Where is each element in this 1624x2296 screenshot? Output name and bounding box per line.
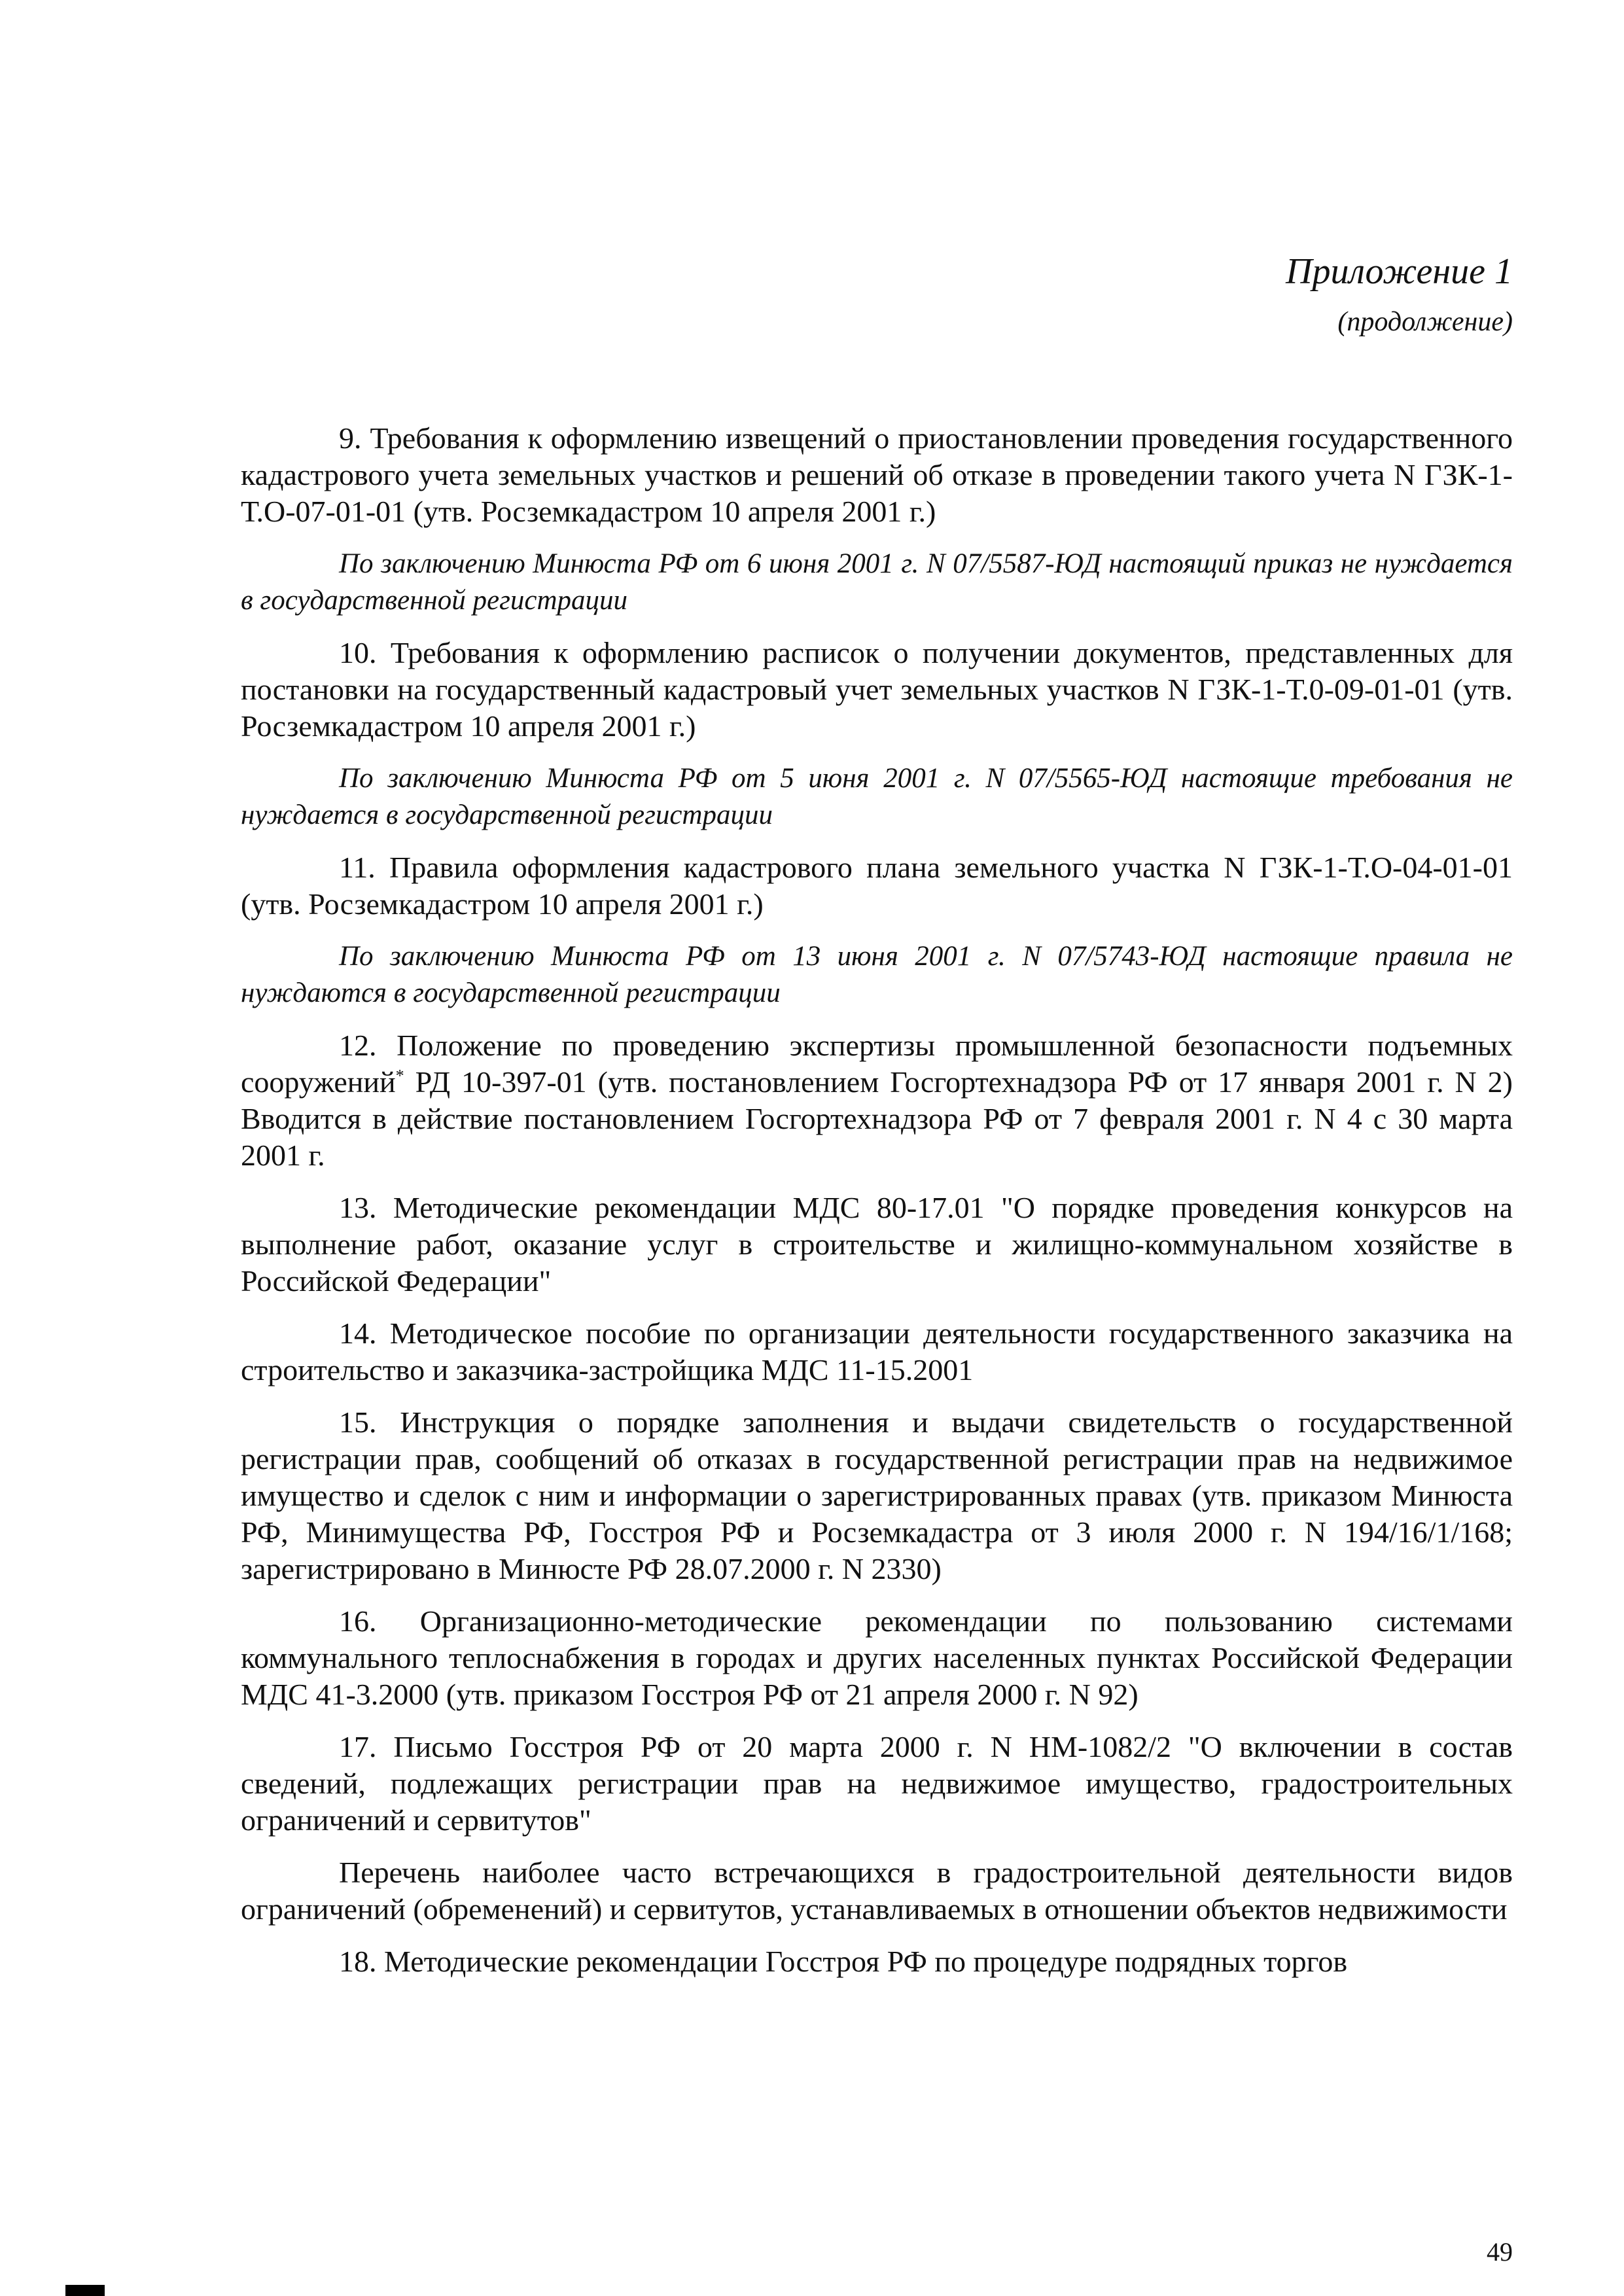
page-number: 49	[1487, 2237, 1513, 2267]
appendix-heading	[1286, 249, 1513, 342]
list-item-12-text: 12. Положение по проведению экспертизы промышленной безопасности подъемных сооружений	[241, 1029, 1513, 1099]
registration-note-10: По заключению Минюста РФ от 5 июня 2001 г. N 07/5565-ЮД настоящие требования не нуждается в государственной регистрации	[241, 763, 1513, 830]
list-item-10: 10. Требования к оформлению расписок о получении документов, представленных для постановки на государственный кадастровый учет земельных участков N ГЗК-1-Т.0-09-01-01 (утв. Росземкадастром 10 апреля 2001 г.)	[241, 636, 1513, 743]
appendix-subtitle: (продолжение)	[1337, 307, 1513, 337]
list-item-18: 18. Методические рекомендации Госстроя РФ по процедуре подрядных торгов	[339, 1945, 1348, 1978]
list-item-11: 11. Правила оформления кадастрового плана земельного участка N ГЗК-1-Т.О-04-01-01 (утв. Росземкадастром 10 апреля 2001 г.)	[241, 851, 1513, 921]
scan-edge-mark	[65, 2285, 105, 2296]
list-item-12	[241, 1027, 1513, 1174]
appendix-title: Приложение 1	[1286, 251, 1513, 292]
list-item-12-text-cont: РД 10-397-01 (утв. постановлением Госгортехнадзора РФ от 17 января 2001 г. N 2) Вводится в действие постановлением Госгортехнадзора РФ от 7 февраля 2001 г. N 4 с 30 марта 2001 г.	[241, 1065, 1513, 1172]
list-item-16: 16. Организационно-методические рекомендации по пользованию системами коммунального теплоснабжения в городах и других населенных пунктах Российской Федерации МДС 41-3.2000 (утв. приказом Госстроя РФ от 21 апреля 2000 г. N 92)	[241, 1604, 1513, 1711]
list-item-15: 15. Инструкция о порядке заполнения и выдачи свидетельств о государственной регистрации прав, сообщений об отказах в государственной регистрации прав на недвижимое имущество и сделок с ним и информации о зарегистрированных правах (утв. приказом Минюста РФ, Минимущества РФ, Госстроя РФ и Росземкадастра от 3 июля 2000 г. N 194/16/1/168; зарегистрировано в Минюсте РФ 28.07.2000 г. N 2330)	[241, 1405, 1513, 1585]
registration-note-11: По заключению Минюста РФ от 13 июня 2001 г. N 07/5743-ЮД настоящие правила не нуждаются в государственной регистрации	[241, 941, 1513, 1008]
list-item-17-annex: Перечень наиболее часто встречающихся в градостроительной деятельности видов ограничений (обременений) и сервитутов, устанавливаемых в отношении объектов недвижимости	[241, 1856, 1513, 1926]
registration-note-9: По заключению Минюста РФ от 6 июня 2001 г. N 07/5587-ЮД настоящий приказ не нуждается в государственной регистрации	[241, 548, 1513, 616]
list-item-17: 17. Письмо Госстроя РФ от 20 марта 2000 г. N НМ-1082/2 "О включении в состав сведений, подлежащих регистрации прав на недвижимое имущество, градостроительных ограничений и сервитутов"	[241, 1730, 1513, 1837]
list-item-13: 13. Методические рекомендации МДС 80-17.01 "О порядке проведения конкурсов на выполнение работ, оказание услуг в строительстве и жилищно-коммунальном хозяйстве в Российской Федерации"	[241, 1191, 1513, 1298]
document-body	[241, 420, 1513, 1996]
list-item-9: 9. Требования к оформлению извещений о приостановлении проведения государственного кадастрового учета земельных участков и решений об отказе в проведении такого учета N ГЗК-1-Т.О-07-01-01 (утв. Росземкадастром 10 апреля 2001 г.)	[241, 421, 1513, 528]
list-item-14: 14. Методическое пособие по организации деятельности государственного заказчика на строительство и заказчика-застройщика МДС 11-15.2001	[241, 1316, 1513, 1386]
footnote-mark: *	[395, 1066, 404, 1086]
